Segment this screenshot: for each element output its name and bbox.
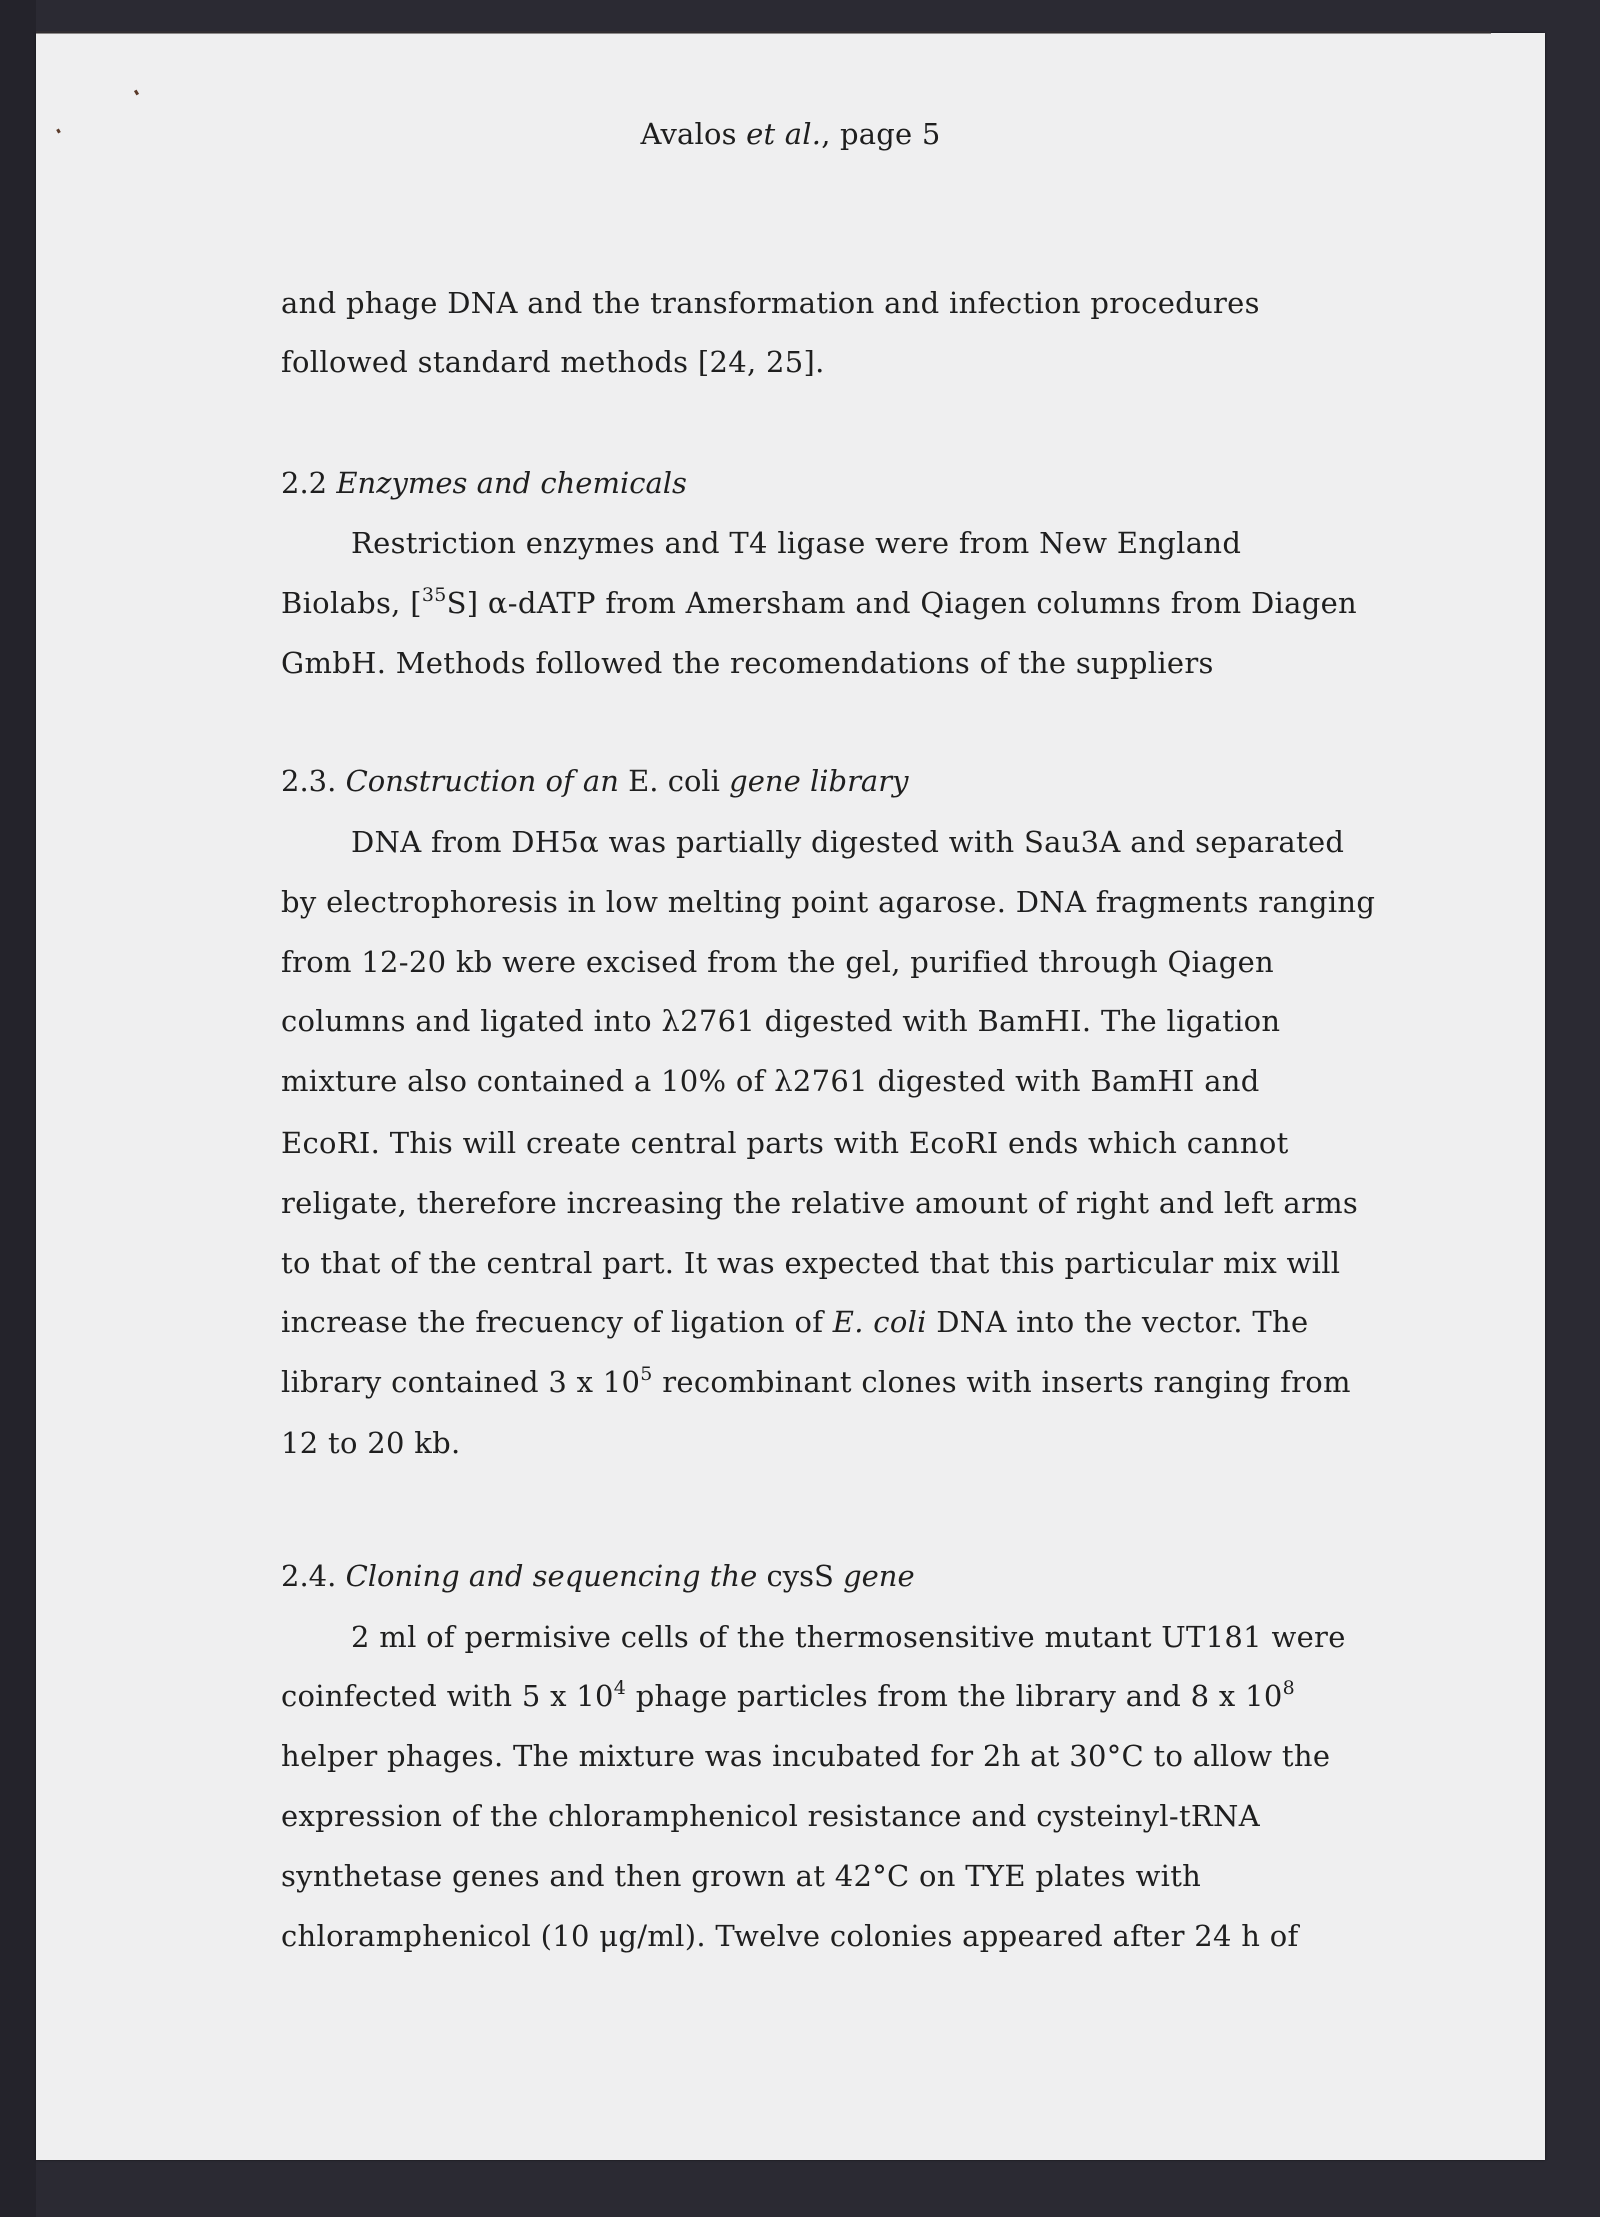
section-title-gene: cysS xyxy=(766,1559,834,1593)
section-number: 2.4. xyxy=(281,1559,337,1593)
text-run: DNA into the vector. The xyxy=(926,1305,1309,1339)
section-title-post: gene library xyxy=(729,764,909,798)
body-line: DNA from DH5α was partially digested with Sau3A and separated xyxy=(351,825,1345,859)
body-line: expression of the chloramphenicol resistance and cysteinyl-tRNA xyxy=(281,1799,1260,1833)
body-line: helper phages. The mixture was incubated for 2h at 30°C to allow the xyxy=(281,1739,1331,1773)
dust-speck xyxy=(134,90,139,96)
section-title-post: gene xyxy=(843,1559,915,1593)
text-run: increase the frecuency of ligation of xyxy=(281,1305,833,1339)
italic-run: E. coli xyxy=(832,1305,927,1339)
body-line xyxy=(281,1304,1308,1340)
body-line: EcoRI. This will create central parts with EcoRI ends which cannot xyxy=(281,1126,1289,1160)
body-line: synthetase genes and then grown at 42°C on TYE plates with xyxy=(281,1859,1202,1893)
superscript: 4 xyxy=(613,1677,627,1699)
body-line: to that of the central part. It was expected that this particular mix will xyxy=(281,1246,1341,1280)
body-line: columns and ligated into λ2761 digested with BamHI. The ligation xyxy=(281,1004,1281,1038)
document-page xyxy=(36,33,1545,2160)
superscript: 5 xyxy=(640,1363,653,1385)
text-run: phage particles from the library and 8 x 10 xyxy=(626,1679,1283,1713)
text-run: library contained 3 x 10 xyxy=(281,1365,641,1399)
page-header xyxy=(36,117,1545,151)
text-run: recombinant clones with inserts ranging from xyxy=(652,1365,1351,1399)
section-number: 2.2 xyxy=(281,466,328,500)
header-page-label: , page 5 xyxy=(821,117,941,151)
body-line: and phage DNA and the transformation and infection procedures xyxy=(281,286,1260,320)
superscript: 8 xyxy=(1282,1677,1295,1699)
scanner-backdrop xyxy=(0,0,36,2217)
section-heading-2-2 xyxy=(281,465,687,501)
section-title-pre: Construction of an xyxy=(345,764,619,798)
text-run: Biolabs, [ xyxy=(281,586,422,620)
header-etal: et al. xyxy=(746,117,822,151)
section-number: 2.3. xyxy=(281,764,337,798)
superscript: 35 xyxy=(421,584,447,606)
body-line xyxy=(281,585,1357,621)
body-line xyxy=(281,1678,1295,1714)
body-line: Restriction enzymes and T4 ligase were from New England xyxy=(351,526,1242,560)
body-line: chloramphenicol (10 μg/ml). Twelve colonies appeared after 24 h of xyxy=(281,1919,1299,1953)
section-heading-2-4 xyxy=(281,1558,915,1594)
body-line: 2 ml of permisive cells of the thermosensitive mutant UT181 were xyxy=(351,1620,1346,1654)
header-author: Avalos xyxy=(640,117,737,151)
body-line: from 12-20 kb were excised from the gel, purified through Qiagen xyxy=(281,945,1275,979)
body-line: followed standard methods [24, 25]. xyxy=(281,345,825,379)
section-heading-2-3 xyxy=(281,763,908,799)
text-run: S] α-dATP from Amersham and Qiagen columns from Diagen xyxy=(446,586,1358,620)
paper-top-edge xyxy=(36,31,1491,34)
body-line: by electrophoresis in low melting point agarose. DNA fragments ranging xyxy=(281,885,1376,919)
text-run: coinfected with 5 x 10 xyxy=(281,1679,614,1713)
body-line: GmbH. Methods followed the recomendations of the suppliers xyxy=(281,646,1214,680)
body-line: religate, therefore increasing the relative amount of right and left arms xyxy=(281,1186,1359,1220)
section-title-pre: Cloning and sequencing the xyxy=(345,1559,758,1593)
body-line: mixture also contained a 10% of λ2761 digested with BamHI and xyxy=(281,1064,1260,1098)
body-line xyxy=(281,1364,1351,1400)
section-title: Enzymes and chemicals xyxy=(336,466,687,500)
section-title-organism: E. coli xyxy=(628,764,720,798)
body-line: 12 to 20 kb. xyxy=(281,1426,461,1460)
